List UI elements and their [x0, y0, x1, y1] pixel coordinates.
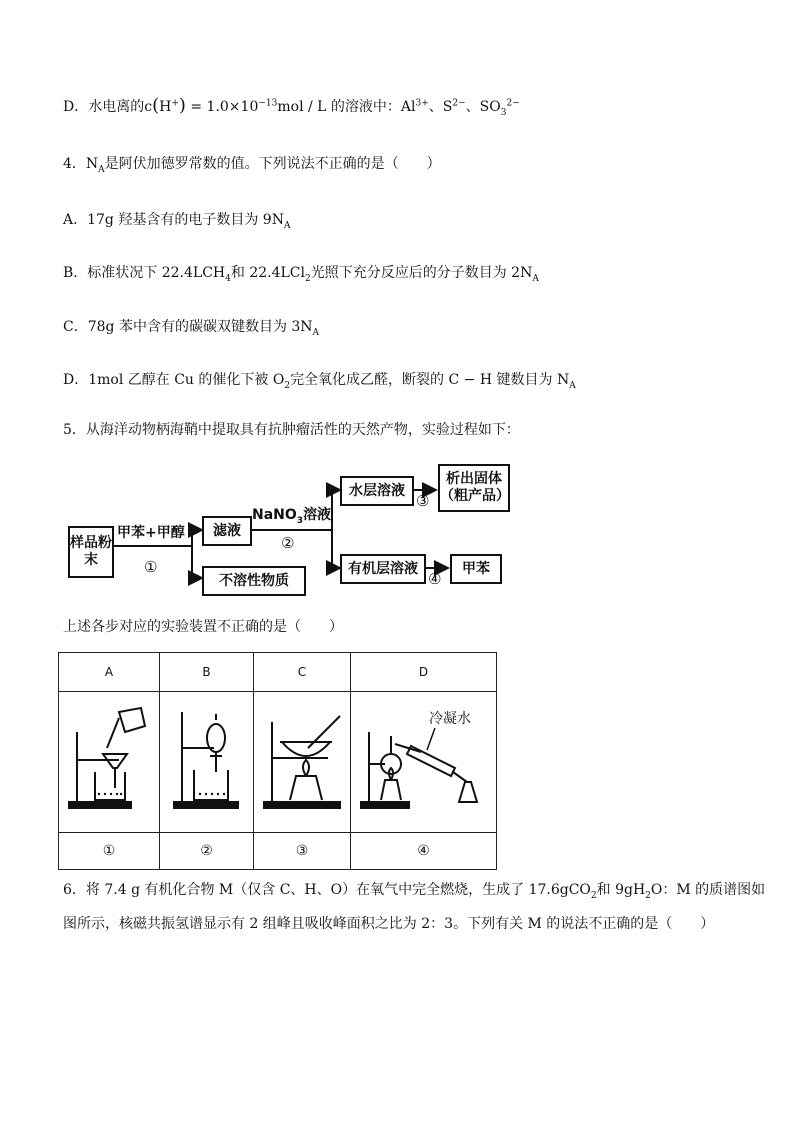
- flow-step3: ③: [416, 492, 430, 510]
- q6-line1-sub1: 2: [590, 890, 597, 901]
- q4-b-pre: B．标准状况下 22.4LCH: [63, 265, 226, 281]
- paren-close: ): [178, 95, 186, 116]
- flow-step4: ④: [428, 570, 442, 588]
- q4-option-b: [63, 263, 539, 283]
- q4-b-post: 光照下充分反应后的分子数目为 2N: [310, 265, 533, 281]
- formula-unit: mol / L 的溶液中：Al: [277, 99, 416, 115]
- q3-option-d: [63, 96, 520, 117]
- header-d: D: [351, 653, 497, 692]
- q6-line1-sub2: 2: [645, 890, 651, 901]
- q4-b-sub3: A: [532, 273, 539, 284]
- flow-organic-box: 有机层溶液: [340, 554, 426, 584]
- q4-d-sub1: 2: [284, 380, 291, 391]
- flow-sample-box: 样品粉末: [68, 526, 114, 578]
- header-a: A: [59, 653, 160, 692]
- q4-b-mid: 和 22.4LCl: [230, 265, 305, 281]
- q4-stem-sub: A: [98, 164, 105, 175]
- q4-c-sub: A: [312, 327, 320, 338]
- flow-toluene-box: 甲苯: [450, 554, 502, 584]
- paren-open: (: [152, 95, 160, 116]
- formula-eq: = 1.0×10: [190, 99, 259, 115]
- step-b: ②: [160, 833, 254, 870]
- so-sup: 2−: [506, 98, 520, 109]
- q4-stem-pre: 4．N: [63, 156, 99, 172]
- q4-b-sub2: 2: [304, 273, 311, 284]
- q6-line2: 图所示，核磁共振氢谱显示有 2 组峰且吸收峰面积之比为 2：3。下列有关 M 的说法不正确的是（ ）: [63, 916, 715, 932]
- s-sup: 2−: [452, 98, 466, 109]
- table-step-row: [59, 833, 497, 870]
- apparatus-b-separatory-funnel: [160, 692, 254, 833]
- q4-d-pre: D．1mol 乙醇在 Cu 的催化下被 O: [63, 372, 285, 388]
- table-header-row: [59, 653, 497, 692]
- formula-c: c: [144, 99, 153, 115]
- q4-stem-post: 是阿伏加德罗常数的值。下列说法不正确的是（ ）: [104, 156, 441, 172]
- q4-option-a: [63, 210, 290, 230]
- formula-h-sup: +: [171, 98, 179, 109]
- q4-a-text: A．17g 羟基含有的电子数目为 9N: [63, 212, 284, 228]
- cooling-water-label: 冷凝水: [429, 711, 471, 727]
- q4-d-mid: 完全氧化成乙醛，断裂的 C − H 键数目为 N: [290, 372, 570, 388]
- apparatus-c-evaporation: [254, 692, 351, 833]
- q6-line1-pre: 6．将 7.4 g 有机化合物 M（仅含 C、H、O）在氧气中完全燃烧，生成了 17.6gCO: [63, 882, 591, 898]
- flow-aqueous-box: 水层溶液: [340, 476, 414, 506]
- q4-option-d: [63, 370, 576, 390]
- flow-reagent1: 甲苯+甲醇: [117, 525, 185, 541]
- flow-reagent2: [252, 504, 331, 524]
- flow-step2: ②: [281, 534, 295, 552]
- apparatus-table: [58, 652, 497, 870]
- distillation-icon: [351, 692, 496, 829]
- header-b: B: [160, 653, 254, 692]
- formula-exp: −13: [258, 98, 278, 109]
- q4-c-text: C．78g 苯中含有的碳碳双键数目为 3N: [63, 319, 313, 335]
- q6-line1: [63, 880, 765, 900]
- so-sub: 3: [500, 107, 507, 118]
- q4-option-c: [63, 317, 319, 337]
- q4-b-sub1: 4: [225, 273, 231, 284]
- q5-stem: 5．从海洋动物柄海鞘中提取具有抗肿瘤活性的天然产物，实验过程如下：: [63, 422, 520, 438]
- flow-step1: ①: [144, 558, 158, 576]
- separatory-funnel-icon: [160, 692, 253, 829]
- q3-d-prefix: D．水电离的: [63, 99, 145, 115]
- table-image-row: [59, 692, 497, 833]
- q6-line1-post: O：M 的质谱图如: [650, 882, 766, 898]
- q5-question: 上述各步对应的实验装置不正确的是（ ）: [63, 619, 343, 635]
- formula-h: H: [159, 99, 172, 115]
- q4-stem: [63, 154, 441, 174]
- flow-reagent2-sub: 3: [296, 515, 304, 526]
- q6-line1-mid: 和 9gH: [596, 882, 646, 898]
- step-d: ④: [351, 833, 497, 870]
- flow-reagent2-pre: NaNO: [252, 507, 297, 523]
- flow-crude-box: 析出固体（粗产品）: [438, 464, 510, 512]
- q4-a-sub: A: [283, 220, 291, 231]
- flow-reagent2-post: 溶液: [303, 507, 332, 523]
- flow-insoluble-box: 不溶性物质: [202, 566, 306, 596]
- step-a: ①: [59, 833, 160, 870]
- al-sup: 3+: [415, 98, 429, 109]
- flow-filtrate-box: 滤液: [202, 516, 252, 546]
- header-c: C: [254, 653, 351, 692]
- q4-d-sub2: A: [569, 380, 576, 391]
- apparatus-d-distillation: [351, 692, 497, 833]
- step-c: ③: [254, 833, 351, 870]
- evaporation-icon: [254, 692, 350, 829]
- apparatus-a-filtration: [59, 692, 160, 833]
- so-ion: 、SO: [465, 99, 501, 115]
- flowchart: [66, 460, 536, 610]
- filtration-icon: [59, 692, 159, 829]
- s-ion: 、S: [428, 99, 453, 115]
